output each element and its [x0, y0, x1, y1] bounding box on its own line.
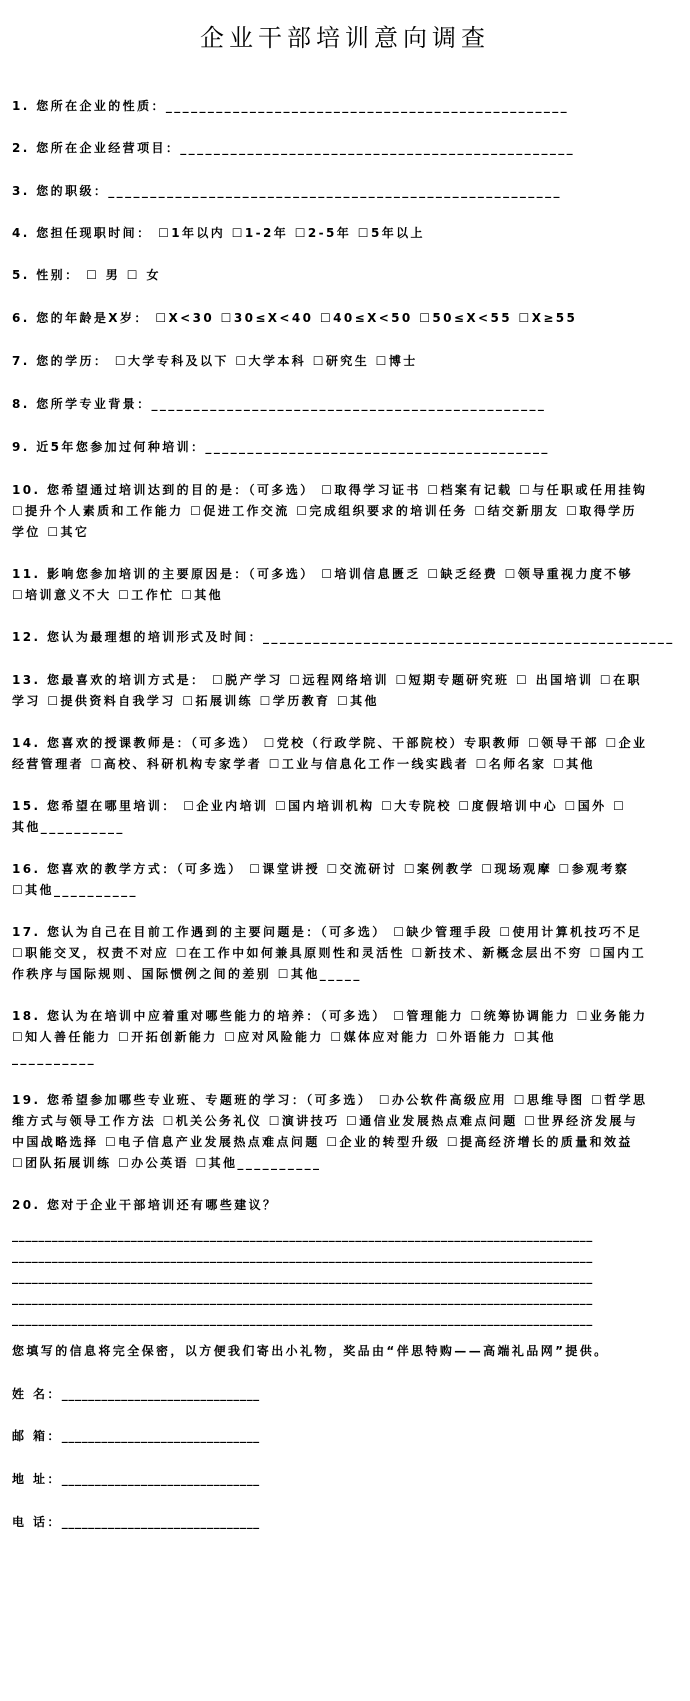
question-11-line: 11. 影响您参加培训的主要原因是：（可多选） ☐培训信息匮乏 ☐缺乏经费 ☐领导重视力度不够	[12, 567, 634, 581]
question-2-line: 2. 您所在企业经营项目：_______________________________________________	[12, 141, 576, 155]
question-11-line: ☐培训意义不大 ☐工作忙 ☐其他	[12, 588, 224, 602]
suggestion-blank-line[interactable]: ________________________________________________________________________________________	[12, 1228, 593, 1242]
question-20[interactable]	[12, 1195, 677, 1216]
question-12-line: 12. 您认为最理想的培训形式及时间：_________________________________________________	[12, 630, 675, 644]
question-10[interactable]	[12, 480, 677, 543]
suggestion-blank-line[interactable]: ________________________________________________________________________________________	[12, 1249, 593, 1263]
question-7-line: 7. 您的学历： ☐大学专科及以下 ☐大学本科 ☐研究生 ☐博士	[12, 354, 418, 368]
question-1-line: 1. 您所在企业的性质：________________________________________________	[12, 99, 570, 113]
question-16-line: 16. 您喜欢的教学方式：（可多选） ☐课堂讲授 ☐交流研讨 ☐案例教学 ☐现场观摩 ☐参观考察	[12, 862, 630, 876]
question-13-line: 13. 您最喜欢的培训方式是： ☐脱产学习 ☐远程网络培训 ☐短期专题研究班 ☐ 出国培训 ☐在职	[12, 673, 642, 687]
question-1[interactable]	[12, 96, 677, 117]
question-12[interactable]	[12, 627, 677, 648]
question-13-line: 学习 ☐提供资料自我学习 ☐拓展训练 ☐学历教育 ☐其他	[12, 694, 379, 708]
question-19-line: 维方式与领导工作方法 ☐机关公务礼仪 ☐演讲技巧 ☐通信业发展热点难点问题 ☐世界经济发展与	[12, 1114, 639, 1128]
question-14-line: 经营管理者 ☐高校、科研机构专家学者 ☐工业与信息化工作一线实践者 ☐名师名家 ☐其他	[12, 757, 595, 771]
question-19[interactable]	[12, 1090, 677, 1174]
question-8[interactable]	[12, 394, 677, 415]
contact-field-label: 地 址：	[12, 1472, 62, 1486]
question-14-line: 14. 您喜欢的授课教师是：（可多选） ☐党校（行政学院、干部院校）专职教师 ☐领导干部 ☐企业	[12, 736, 648, 750]
question-17-line: 17. 您认为自己在目前工作遇到的主要问题是：（可多选） ☐缺少管理手段 ☐使用计算机技巧不足	[12, 925, 643, 939]
question-6-line: 6. 您的年龄是X岁： ☐X<30 ☐30≤X<40 ☐40≤X<50 ☐50≤X<55 ☐X≥55	[12, 311, 578, 325]
contact-field-4[interactable]	[12, 1512, 260, 1533]
question-6[interactable]	[12, 308, 677, 329]
question-5[interactable]	[12, 265, 677, 286]
question-15[interactable]	[12, 796, 677, 838]
question-9[interactable]	[12, 437, 677, 458]
question-18-line: __________	[12, 1051, 96, 1065]
question-9-line: 9. 近5年您参加过何种培训：_________________________________________	[12, 440, 550, 454]
question-14[interactable]	[12, 733, 677, 775]
question-3-line: 3. 您的职级：______________________________________________________	[12, 184, 562, 198]
question-18-line: ☐知人善任能力 ☐开拓创新能力 ☐应对风险能力 ☐媒体应对能力 ☐外语能力 ☐其他	[12, 1030, 556, 1044]
question-4[interactable]	[12, 223, 677, 244]
question-16-line: ☐其他__________	[12, 883, 138, 897]
question-4-line: 4. 您担任现职时间： ☐1年以内 ☐1-2年 ☐2-5年 ☐5年以上	[12, 226, 425, 240]
question-17[interactable]	[12, 922, 677, 985]
contact-field-blank[interactable]: ______________________________	[61, 1429, 260, 1443]
question-20-line: 20. 您对于企业干部培训还有哪些建议？	[12, 1198, 278, 1212]
question-15-line: 其他__________	[12, 820, 125, 834]
question-16[interactable]	[12, 859, 677, 901]
question-11[interactable]	[12, 564, 677, 606]
question-2[interactable]	[12, 138, 677, 159]
suggestion-blank-line[interactable]: ________________________________________________________________________________________	[12, 1291, 593, 1305]
contact-field-3[interactable]	[12, 1469, 260, 1490]
question-10-line: 10. 您希望通过培训达到的目的是：（可多选） ☐取得学习证书 ☐档案有记载 ☐与任职或任用挂钩	[12, 483, 648, 497]
question-17-line: 作秩序与国际规则、国际惯例之间的差别 ☐其他_____	[12, 967, 362, 981]
question-10-line: ☐提升个人素质和工作能力 ☐促进工作交流 ☐完成组织要求的培训任务 ☐结交新朋友 ☐取得学历	[12, 504, 637, 518]
contact-field-blank[interactable]: ______________________________	[61, 1472, 260, 1486]
privacy-note: 您填写的信息将完全保密，以方便我们寄出小礼物，奖品由“伴思特购——高端礼品网”提供。	[12, 1344, 609, 1358]
contact-field-2[interactable]	[12, 1426, 260, 1447]
question-13[interactable]	[12, 670, 677, 712]
suggestion-blank-line[interactable]: ________________________________________________________________________________________	[12, 1312, 593, 1326]
contact-field-blank[interactable]: ______________________________	[61, 1515, 260, 1529]
question-17-line: ☐职能交叉，权责不对应 ☐在工作中如何兼具原则性和灵活性 ☐新技术、新概念层出不穷 ☐国内工	[12, 946, 646, 960]
question-18-line: 18. 您认为在培训中应着重对哪些能力的培养：（可多选） ☐管理能力 ☐统筹协调能力 ☐业务能力	[12, 1009, 648, 1023]
contact-field-label: 邮 箱：	[12, 1429, 62, 1443]
question-8-line: 8. 您所学专业背景：_______________________________________________	[12, 397, 547, 411]
question-19-line: ☐团队拓展训练 ☐办公英语 ☐其他__________	[12, 1156, 322, 1170]
contact-field-1[interactable]	[12, 1384, 260, 1405]
contact-field-label: 姓 名：	[12, 1387, 62, 1401]
suggestion-blank-line[interactable]: ________________________________________________________________________________________	[12, 1270, 593, 1284]
contact-field-label: 电 话：	[12, 1515, 62, 1529]
question-15-line: 15. 您希望在哪里培训： ☐企业内培训 ☐国内培训机构 ☐大专院校 ☐度假培训中心 ☐国外 ☐	[12, 799, 627, 813]
question-19-line: 19. 您希望参加哪些专业班、专题班的学习：（可多选） ☐办公软件高级应用 ☐思维导图 ☐哲学思	[12, 1093, 648, 1107]
question-18[interactable]	[12, 1006, 677, 1069]
contact-field-blank[interactable]: ______________________________	[61, 1387, 260, 1401]
question-19-line: 中国战略选择 ☐电子信息产业发展热点难点问题 ☐企业的转型升级 ☐提高经济增长的质量和效益	[12, 1135, 633, 1149]
question-7[interactable]	[12, 351, 677, 372]
page-title: 企业干部培训意向调查	[200, 24, 490, 52]
question-5-line: 5. 性别： ☐ 男 ☐ 女	[12, 268, 161, 282]
question-10-line: 学位 ☐其它	[12, 525, 90, 539]
question-3[interactable]	[12, 181, 677, 202]
